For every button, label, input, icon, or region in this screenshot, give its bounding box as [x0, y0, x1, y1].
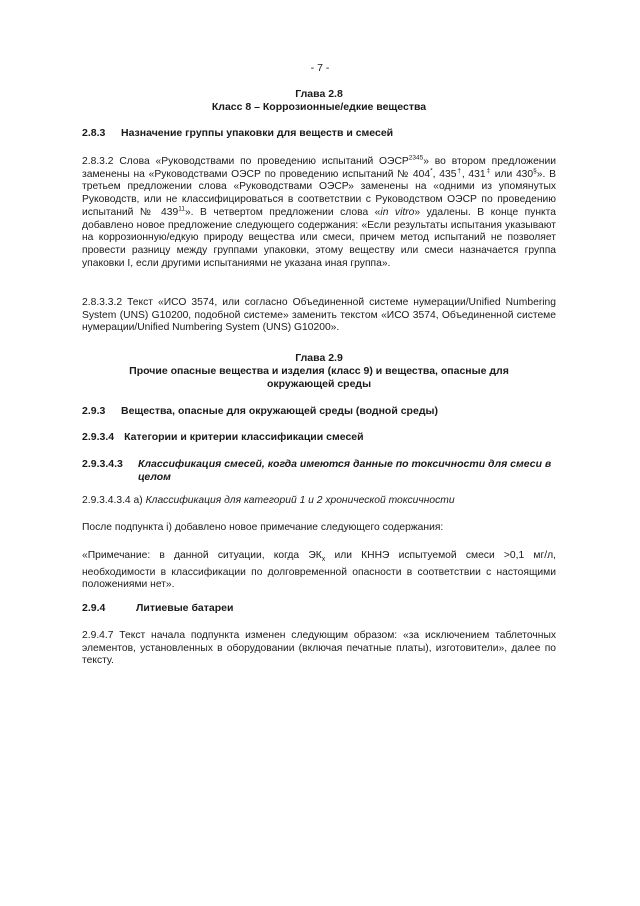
section-2-9-3-4-heading: [82, 431, 556, 444]
subscript: x: [321, 556, 326, 564]
text-run: 2.8.3.2 Слова «Руководствами по проведению испытаний ОЭСР: [82, 156, 409, 167]
chapter-title: Глава 2.8: [295, 88, 343, 100]
footnote-ref: ‡: [485, 167, 491, 175]
page-number: - 7 -: [310, 62, 330, 74]
section-title: Вещества, опасные для окружающей среды (водной среды): [121, 405, 438, 417]
text-run: , 431: [461, 168, 486, 180]
section-number: 2.8.3: [82, 127, 106, 139]
paragraph-text: 2.8.3.3.2 Текст «ИСО 3574, или согласно Объединенной системе нумерации/Unified Numbering System (UNS) G10200, подобной системе» заменить текстом «ИСО 3574, Объединенной системе нумерации/Unified Numbering System (UNS) G10200».: [82, 297, 556, 334]
section-2-8-3-heading: [82, 127, 556, 140]
section-title: Назначение группы упаковки для веществ и смесей: [121, 127, 394, 139]
italic-term: in vitro: [380, 206, 415, 218]
text-run: или КННЭ испытуемой смеси >0,1 мг/л, необходимости в классификации по долговременной опасности в соответствии с настоящими положениями нет».: [82, 550, 556, 591]
section-title: Литиевые батареи: [136, 602, 234, 614]
section-number: 2.9.3.4.3: [82, 458, 123, 470]
text-run: ». В третьем предложении слова «Руководствами ОЭСР» заменены на «одними из упомянутых Руководств, или не классифицироваться в соответствии с Руководством ОЭСР по проведению испытаний № 439: [82, 168, 556, 218]
paragraph-2-8-3-3-3-2: [82, 297, 556, 335]
chapter-2-8-heading: [82, 88, 556, 114]
chapter-subtitle: Прочие опасные вещества и изделия (класс 9) и вещества, опасные для окружающей среды: [129, 365, 509, 390]
paragraph-text: После подпункта i) добавлено новое примечание следующего содержания:: [82, 522, 444, 533]
chapter-subtitle: Класс 8 – Коррозионные/едкие вещества: [211, 101, 427, 113]
paragraph-text: 2.9.4.7 Текст начала подпункта изменен следующим образом: «за исключением таблеточных элементов, установленных в оборудовании (включая печатные платы), изготовители», далее по тексту.: [82, 630, 556, 667]
section-2-9-4-heading: [82, 602, 556, 615]
footnote-ref: *: [430, 167, 433, 175]
chapter-2-9-heading: [82, 352, 556, 391]
section-title: Категории и критерии классификации смесей: [124, 431, 364, 443]
footnote-ref: 2345: [408, 154, 424, 162]
footnote-ref: 11: [178, 205, 185, 213]
section-2-9-3-4-3-heading: [82, 458, 556, 484]
paragraph-number: 2.9.3.4.3.4 a): [82, 495, 143, 506]
text-run: ». В четвертом предложении слова «: [184, 206, 381, 218]
text-run: , 435: [432, 168, 457, 180]
paragraph-after-subpoint: [82, 522, 556, 535]
footnote-ref: †: [456, 167, 462, 175]
section-number: 2.9.3: [82, 405, 106, 417]
text-run: » удалены. В конце пункта добавлено новое предложение следующего содержания: «Если результаты испытания указывают на коррозионную/едкую природу вещества или смеси, причем метод испытаний не позволяет провести разницу между группами упаковки, этому веществу или смеси назначается группа упаковки I, если другими испытаниями не указана иная группа».: [82, 206, 557, 269]
note-paragraph: [82, 550, 556, 592]
text-run: или 430: [490, 168, 534, 180]
paragraph-2-8-3-2: [82, 156, 556, 270]
chapter-title: Глава 2.9: [295, 352, 343, 364]
paragraph-2-9-3-4-3-4: [82, 495, 556, 508]
text-run: : в данной ситуации, когда ЭК: [147, 550, 322, 561]
footnote-ref: §: [533, 167, 537, 175]
paragraph-title: Классификация для категорий 1 и 2 хронической токсичности: [145, 495, 455, 506]
section-title: Классификация смесей, когда имеются данные по токсичности для смеси в целом: [138, 458, 552, 483]
section-2-9-3-heading: [82, 405, 556, 418]
text-run: » во втором предложении заменены на «Руководствами ОЭСР по проведению испытаний № 404: [82, 156, 556, 180]
paragraph-2-9-4-7: [82, 630, 556, 668]
section-number: 2.9.3.4: [82, 431, 115, 443]
note-lead: «Примечание: [82, 550, 148, 561]
section-number: 2.9.4: [82, 602, 106, 614]
